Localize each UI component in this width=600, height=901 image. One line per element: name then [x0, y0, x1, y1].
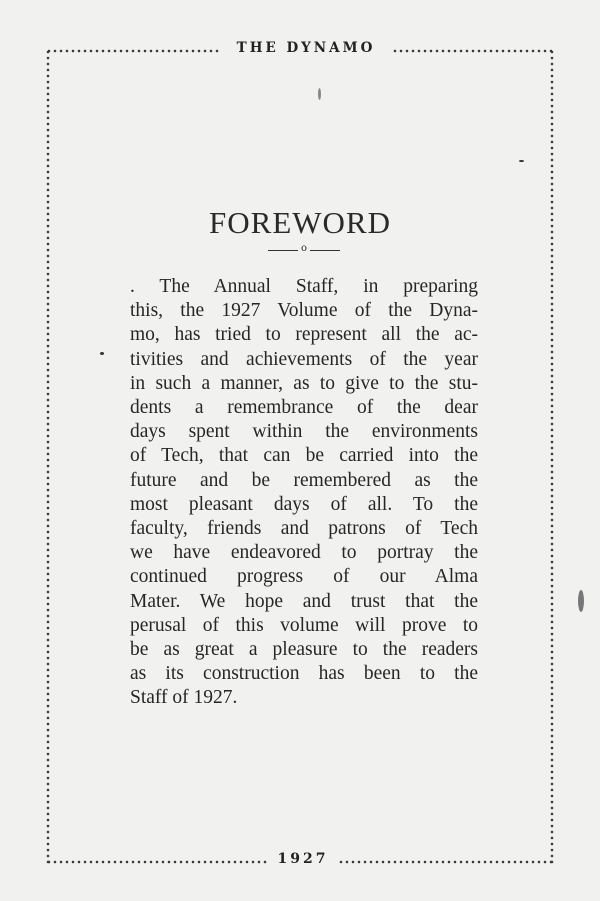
body-line: days spent within the environments — [130, 421, 478, 443]
page-border-bottom-left — [46, 860, 268, 864]
scan-speck — [578, 590, 584, 612]
body-line: as its construction has been to the — [130, 663, 478, 685]
page-border-right — [550, 49, 554, 864]
foreword-body — [130, 275, 478, 711]
title-divider — [268, 244, 340, 256]
body-line: of Tech, that can be carried into the — [130, 445, 478, 467]
page-border-top-left — [46, 49, 220, 53]
body-line: this, the 1927 Volume of the Dyna- — [130, 300, 478, 322]
body-line: continued progress of our Alma — [130, 566, 478, 588]
body-line: dents a remembrance of the dear — [130, 397, 478, 419]
body-line: Staff of 1927. — [130, 687, 238, 709]
body-line: future and be remembered as the — [130, 469, 478, 491]
body-line: tivities and achievements of the year — [130, 348, 478, 370]
page-title: FOREWORD — [209, 205, 391, 240]
body-line: faculty, friends and patrons of Tech — [130, 518, 478, 540]
body-line: mo, has tried to represent all the ac- — [130, 324, 478, 346]
page-border-left — [46, 49, 50, 864]
body-line: perusal of this volume will prove to — [130, 614, 478, 636]
body-line: be as great a pleasure to the readers — [130, 639, 478, 661]
body-line: Mater. We hope and trust that the — [130, 590, 478, 612]
title-divider-mark: o — [300, 243, 308, 254]
body-line: in such a manner, as to give to the stu- — [130, 372, 478, 394]
running-header: THE DYNAMO — [236, 40, 376, 56]
body-line: . The Annual Staff, in preparing — [130, 276, 478, 297]
scan-speck — [519, 160, 524, 162]
scan-speck — [318, 88, 321, 100]
running-footer-year: 1927 — [277, 851, 329, 867]
page-border-top-right — [392, 49, 554, 53]
body-line: we have endeavored to portray the — [130, 542, 478, 564]
body-line: most pleasant days of all. To the — [130, 493, 478, 515]
scan-speck — [100, 352, 104, 355]
page-border-bottom-right — [338, 860, 554, 864]
